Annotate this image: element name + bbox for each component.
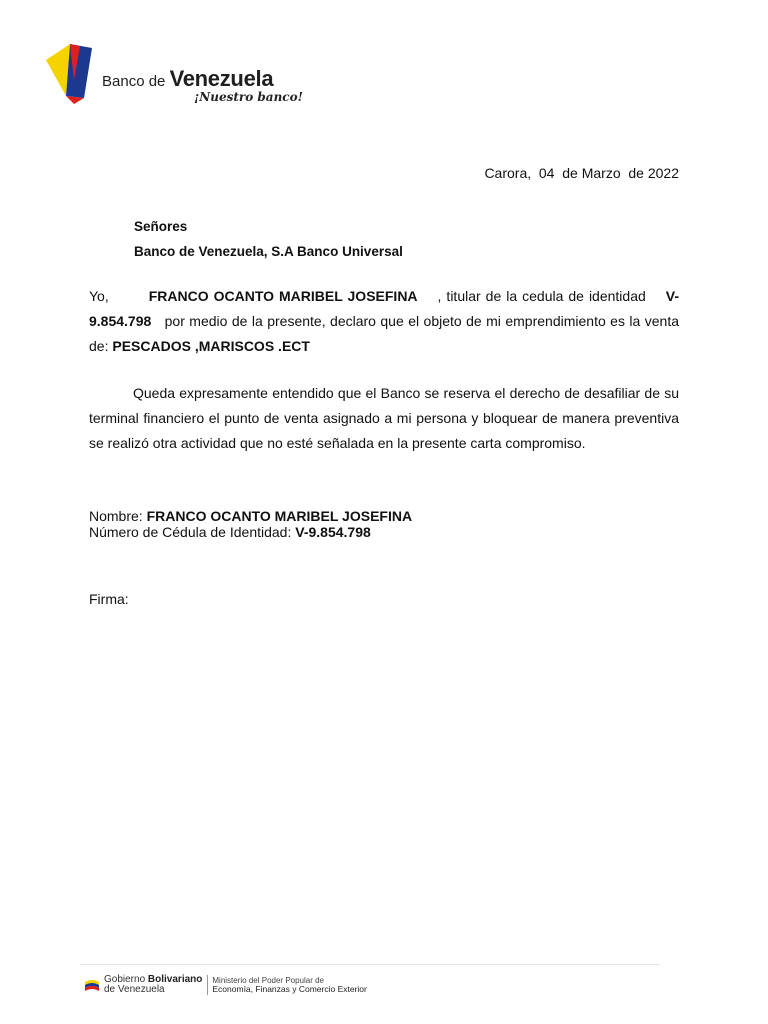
gov-line1-bold: Bolivariano [147, 974, 203, 985]
ministry-line1: Ministerio del Poder Popular de [212, 976, 325, 985]
footer-divider [80, 964, 660, 965]
signer-name-value: FRANCO OCANTO MARIBEL JOSEFINA [146, 508, 413, 524]
government-label [104, 975, 202, 995]
signer-id-line [89, 524, 412, 540]
bank-logo-mark-icon [44, 40, 96, 104]
addressee-block [134, 214, 403, 264]
business-activity: PESCADOS ,MARISCOS .ECT [112, 338, 310, 354]
bank-name-prefix: Banco de [102, 73, 166, 90]
recipient: Banco de Venezuela, S.A Banco Universal [134, 244, 403, 259]
signer-id-value: V-9.854.798 [295, 524, 371, 540]
signer-block [89, 508, 412, 540]
signer-name-label: Nombre: [89, 508, 143, 524]
footer [84, 973, 367, 997]
bank-name [102, 66, 273, 92]
terms-paragraph: Queda expresamente entendido que el Banco se reserva el derecho de desafiliar de su terminal financiero el punto de venta asignado a mi persona y bloquear de manera preventiva se realizó otra actividad que no esté señalada en la presente carta compromiso. [89, 385, 679, 451]
signer-id-label: Número de Cédula de Identidad: [89, 524, 292, 540]
declaration-id-text: , titular de la cedula de identidad [437, 288, 646, 304]
ministry-label [212, 976, 366, 994]
venezuela-flag-icon [84, 978, 100, 992]
declaration-yo: Yo, [89, 288, 109, 304]
signature-label: Firma: [89, 591, 129, 607]
letter-date: Carora, 04 de Marzo de 2022 [484, 165, 679, 181]
declarant-id: V-9.854.798 [89, 288, 680, 329]
bank-name-main: Venezuela [169, 66, 274, 91]
gov-line2: de Venezuela [104, 984, 165, 995]
declaration-paragraph [89, 284, 679, 359]
declaration-purpose-text: por medio de la presente, declaro que el objeto de mi emprendimiento es la venta de: [89, 313, 679, 354]
footer-separator [207, 975, 208, 995]
bank-tagline: ¡Nuestro banco! [194, 90, 303, 104]
salutation: Señores [134, 219, 188, 234]
signer-name-line [89, 508, 412, 524]
ministry-line2: Economía, Finanzas y Comercio Exterior [212, 984, 367, 994]
bank-logo [44, 40, 303, 120]
gov-line1-prefix: Gobierno [104, 974, 146, 985]
declarant-name: FRANCO OCANTO MARIBEL JOSEFINA [148, 288, 418, 304]
